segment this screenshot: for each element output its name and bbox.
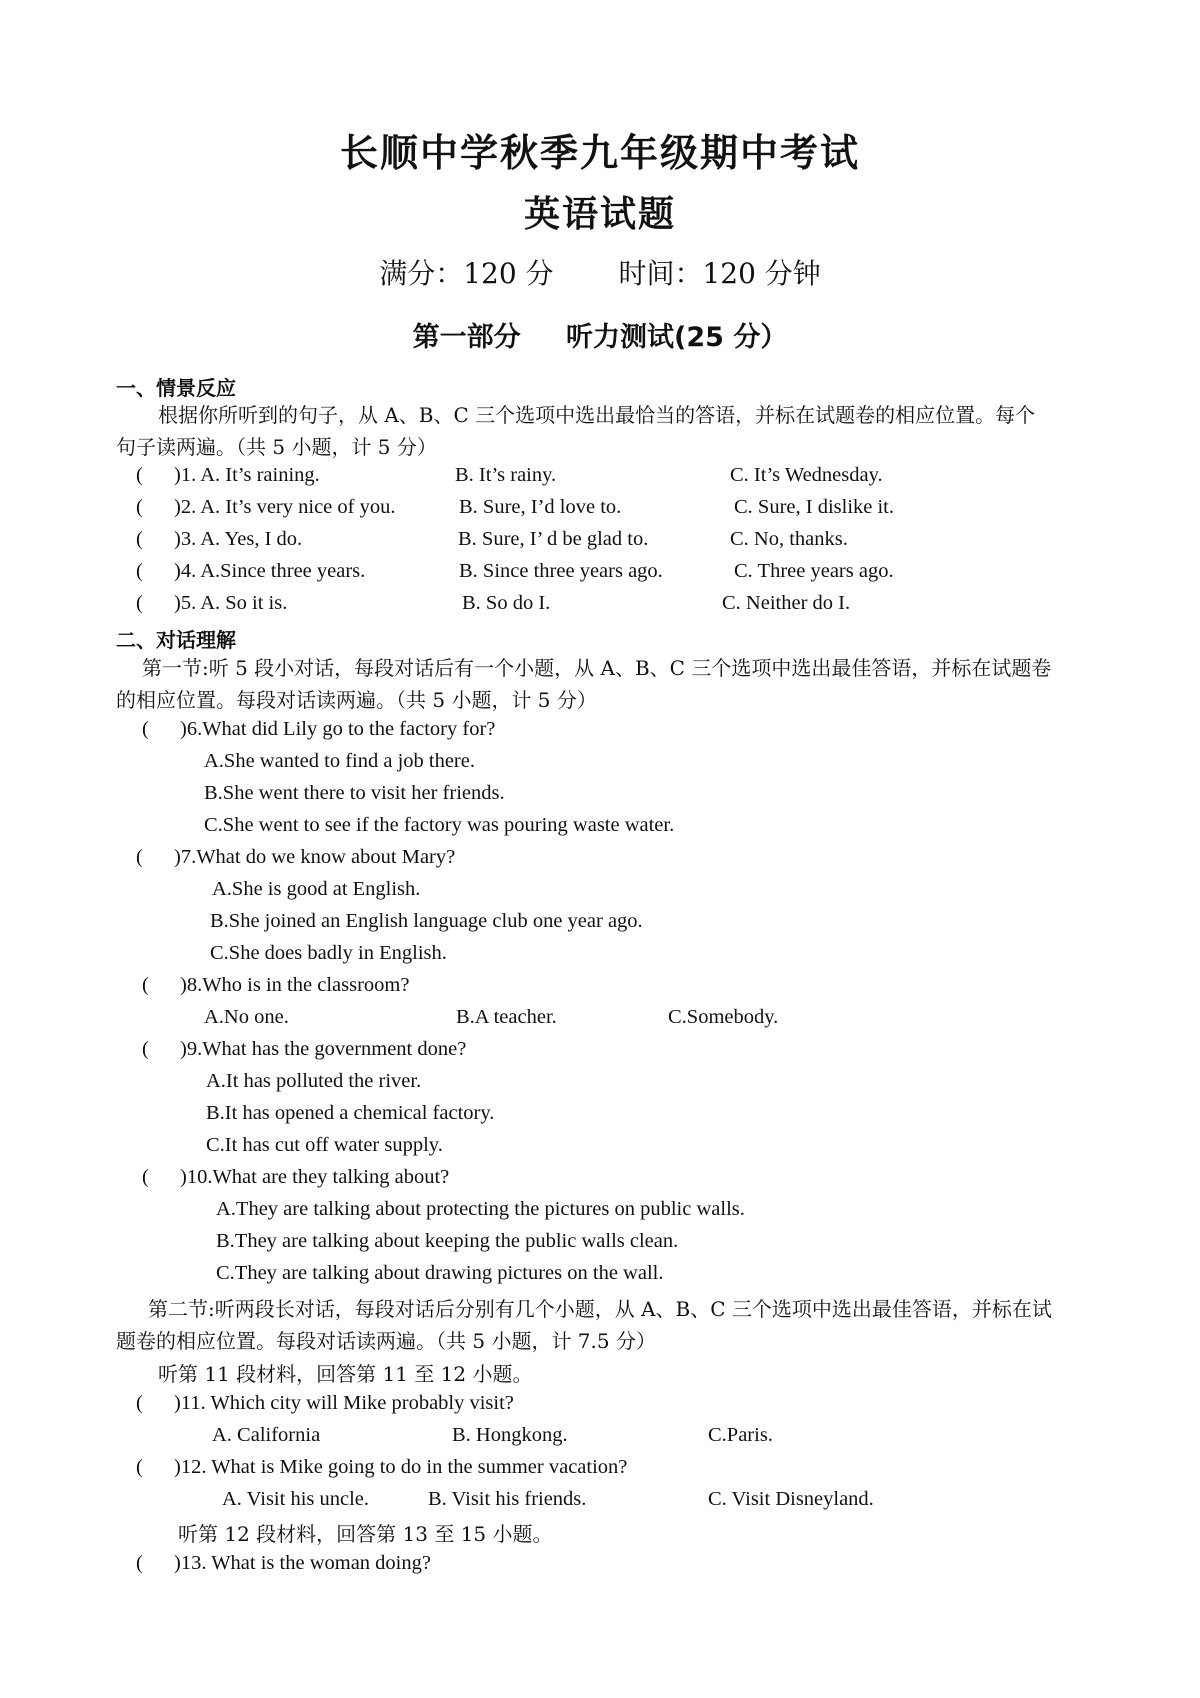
question-option-c: C. Sure, I dislike it. <box>734 496 895 518</box>
option-c: C. Visit Disneyland. <box>708 1488 874 1510</box>
answer-paren: ( <box>136 846 143 868</box>
question-stem: )12. What is Mike going to do in the summer vacation? <box>174 1456 628 1478</box>
option-b: B.It has opened a chemical factory. <box>206 1102 495 1124</box>
full-score: 满分：120 分 <box>379 257 554 290</box>
question-option-a: )3. A. Yes, I do. <box>174 528 303 550</box>
option-c: C.It has cut off water supply. <box>206 1134 443 1156</box>
question-option-b: B. So do I. <box>462 592 551 614</box>
material-note: 听第 11 段材料，回答第 11 至 12 小题。 <box>158 1362 533 1386</box>
question-option-b: B. Sure, I’d love to. <box>459 496 622 518</box>
question-option-c: C. No, thanks. <box>730 528 848 550</box>
section-instruction: 第一节:听 5 段小对话，每段对话后有一个小题，从 A、B、C 三个选项中选出最佳答语，并标在试题卷 <box>142 656 1052 680</box>
section-instruction: 的相应位置。每段对话读两遍。（共 5 小题，计 5 分） <box>116 688 597 712</box>
part-label: 第一部分 <box>412 322 521 353</box>
option-c: C.Somebody. <box>668 1006 779 1028</box>
question-option-c: C. Neither do I. <box>722 592 851 614</box>
option-c: C.They are talking about drawing pictures on the wall. <box>216 1262 664 1284</box>
question-option-a: )5. A. So it is. <box>174 592 288 614</box>
answer-paren: ( <box>142 718 149 740</box>
option-b: B.A teacher. <box>456 1006 557 1028</box>
exam-time: 时间：120 分钟 <box>618 257 821 290</box>
question-stem: )10.What are they talking about? <box>180 1166 450 1188</box>
answer-paren: ( <box>136 560 143 582</box>
question-stem: )13. What is the woman doing? <box>174 1552 431 1574</box>
exam-subtitle: 英语试题 <box>523 194 676 235</box>
section-heading: 一、情景反应 <box>116 376 236 400</box>
option-b: B. Visit his friends. <box>428 1488 587 1510</box>
section-instruction: 第二节:听两段长对话，每段对话后分别有几个小题，从 A、B、C 三个选项中选出最佳答语，并标在试 <box>148 1297 1052 1321</box>
question-stem: )8.Who is in the classroom? <box>180 974 410 996</box>
option-c: C.She went to see if the factory was pouring waste water. <box>204 814 675 836</box>
answer-paren: ( <box>136 1552 143 1574</box>
question-stem: )6.What did Lily go to the factory for? <box>180 718 496 740</box>
question-option-a: )4. A.Since three years. <box>174 560 366 582</box>
question-stem: )9.What has the government done? <box>180 1038 467 1060</box>
question-option-a: )1. A. It’s raining. <box>174 464 320 486</box>
exam-meta <box>0 252 1200 292</box>
option-c: C.Paris. <box>708 1424 773 1446</box>
material-note: 听第 12 段材料，回答第 13 至 15 小题。 <box>178 1522 553 1546</box>
exam-title: 长顺中学秋季九年级期中考试 <box>339 131 860 175</box>
option-a: A.She is good at English. <box>212 878 421 900</box>
option-a: A.No one. <box>204 1006 289 1028</box>
question-option-c: C. It’s Wednesday. <box>730 464 883 486</box>
option-c: C.She does badly in English. <box>210 942 447 964</box>
question-option-c: C. Three years ago. <box>734 560 894 582</box>
section-instruction: 题卷的相应位置。每段对话读两遍。（共 5 小题，计 7.5 分） <box>116 1329 656 1353</box>
section-instruction: 句子读两遍。（共 5 小题，计 5 分） <box>116 435 437 459</box>
answer-paren: ( <box>142 1166 149 1188</box>
option-b: B.She joined an English language club one year ago. <box>210 910 643 932</box>
answer-paren: ( <box>142 974 149 996</box>
answer-paren: ( <box>136 592 143 614</box>
section-instruction: 根据你所听到的句子，从 A、B、C 三个选项中选出最恰当的答语，并标在试题卷的相应位置。每个 <box>158 403 1036 427</box>
answer-paren: ( <box>136 496 143 518</box>
answer-paren: ( <box>136 464 143 486</box>
answer-paren: ( <box>136 1456 143 1478</box>
question-option-a: )2. A. It’s very nice of you. <box>174 496 396 518</box>
question-option-b: B. Since three years ago. <box>459 560 663 582</box>
part-name: 听力测试(25 分） <box>566 322 788 353</box>
answer-paren: ( <box>136 528 143 550</box>
option-a: A.It has polluted the river. <box>206 1070 422 1092</box>
option-a: A. California <box>212 1424 321 1446</box>
question-option-b: B. It’s rainy. <box>455 464 557 486</box>
answer-paren: ( <box>142 1038 149 1060</box>
question-option-b: B. Sure, I’ d be glad to. <box>458 528 649 550</box>
option-b: B. Hongkong. <box>452 1424 568 1446</box>
option-a: A.She wanted to find a job there. <box>204 750 475 772</box>
section-heading: 二、对话理解 <box>116 628 236 652</box>
question-stem: )11. Which city will Mike probably visit? <box>174 1392 514 1414</box>
option-b: B.They are talking about keeping the public walls clean. <box>216 1230 679 1252</box>
question-stem: )7.What do we know about Mary? <box>174 846 456 868</box>
option-b: B.She went there to visit her friends. <box>204 782 505 804</box>
option-a: A. Visit his uncle. <box>222 1488 370 1510</box>
part-heading <box>0 315 1200 354</box>
answer-paren: ( <box>136 1392 143 1414</box>
option-a: A.They are talking about protecting the pictures on public walls. <box>216 1198 745 1220</box>
